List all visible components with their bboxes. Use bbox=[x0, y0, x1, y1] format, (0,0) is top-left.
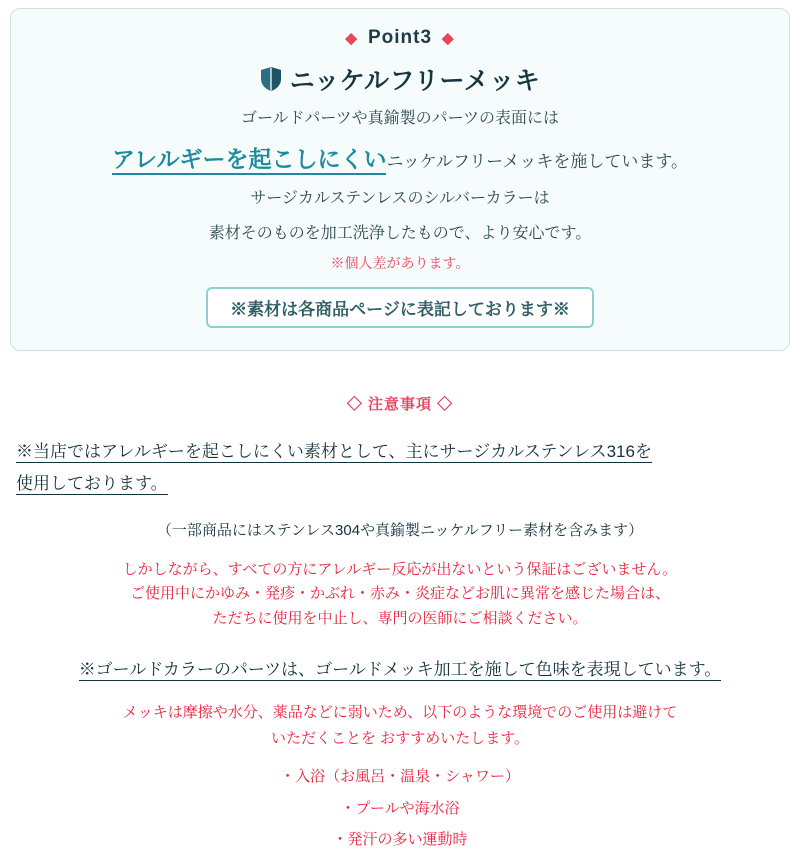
main-note-line-1-text: ※当店ではアレルギーを起こしにくい素材として、主にサージカルステンレス316を bbox=[16, 442, 652, 462]
plating-note-line-2: いただくことを おすすめいたします。 bbox=[270, 729, 530, 747]
plating-note bbox=[12, 700, 788, 751]
warning-block bbox=[12, 558, 788, 632]
gold-note bbox=[12, 654, 788, 686]
point3-line-1: ゴールドパーツや真鍮製のパーツの表面には bbox=[240, 110, 560, 127]
point3-individual-note: ※個人差があります。 bbox=[330, 255, 470, 272]
paren-note: （一部商品にはステンレス304や真鍮製ニッケルフリー素材を含みます） bbox=[156, 521, 644, 539]
shield-icon bbox=[260, 66, 282, 92]
point3-heading bbox=[25, 61, 775, 97]
list-item: ・入浴（お風呂・温泉・シャワー） bbox=[280, 768, 520, 786]
list-item: ・プールや海水浴 bbox=[340, 799, 460, 817]
main-note-line-1 bbox=[12, 436, 788, 468]
main-note bbox=[12, 436, 788, 501]
warning-line-2: ご使用中にかゆみ・発疹・かぶれ・赤み・炎症などお肌に異常を感じた場合は、 bbox=[129, 585, 670, 603]
page-root bbox=[0, 8, 800, 849]
gold-note-text: ※ゴールドカラーのパーツは、ゴールドメッキ加工を施して色味を表現しています。 bbox=[78, 659, 722, 679]
warning-line-3: ただちに使用を中止し、専門の医師にご相談ください。 bbox=[212, 610, 588, 628]
point3-line-2-tail: ニッケルフリーメッキを施しています。 bbox=[386, 151, 689, 171]
diamond-left-icon: ◆ bbox=[345, 29, 358, 47]
list-item: ・発汗の多い運動時 bbox=[332, 831, 468, 849]
plating-note-line-1: メッキは摩擦や水分、薬品などに弱いため、以下のような環境でのご使用は避けて bbox=[122, 704, 678, 722]
notes-section bbox=[12, 393, 788, 856]
notes-title: ◇ 注意事項 ◇ bbox=[346, 396, 454, 414]
point3-line-4: 素材そのものを加工洗浄したもので、より安心です。 bbox=[208, 225, 592, 243]
point3-highlight: アレルギーを起こしにくい bbox=[112, 146, 387, 175]
main-note-line-2-text: 使用しております。 bbox=[16, 474, 168, 494]
point3-panel bbox=[10, 8, 790, 351]
point3-title bbox=[25, 27, 775, 49]
avoid-list bbox=[12, 761, 788, 856]
point3-line-2 bbox=[25, 142, 775, 178]
diamond-right-icon: ◆ bbox=[442, 29, 455, 47]
point3-heading-text: ニッケルフリーメッキ bbox=[289, 67, 541, 95]
point3-line-3: サージカルステンレスのシルバーカラーは bbox=[250, 190, 550, 208]
material-badge: ※素材は各商品ページに表記しております※ bbox=[206, 287, 594, 328]
point3-label: Point3 bbox=[367, 27, 433, 48]
gold-note-block bbox=[12, 654, 788, 686]
warning-line-1: しかしながら、すべての方にアレルギー反応が出ないという保証はございません。 bbox=[122, 560, 678, 578]
main-note-line-2 bbox=[12, 468, 788, 500]
